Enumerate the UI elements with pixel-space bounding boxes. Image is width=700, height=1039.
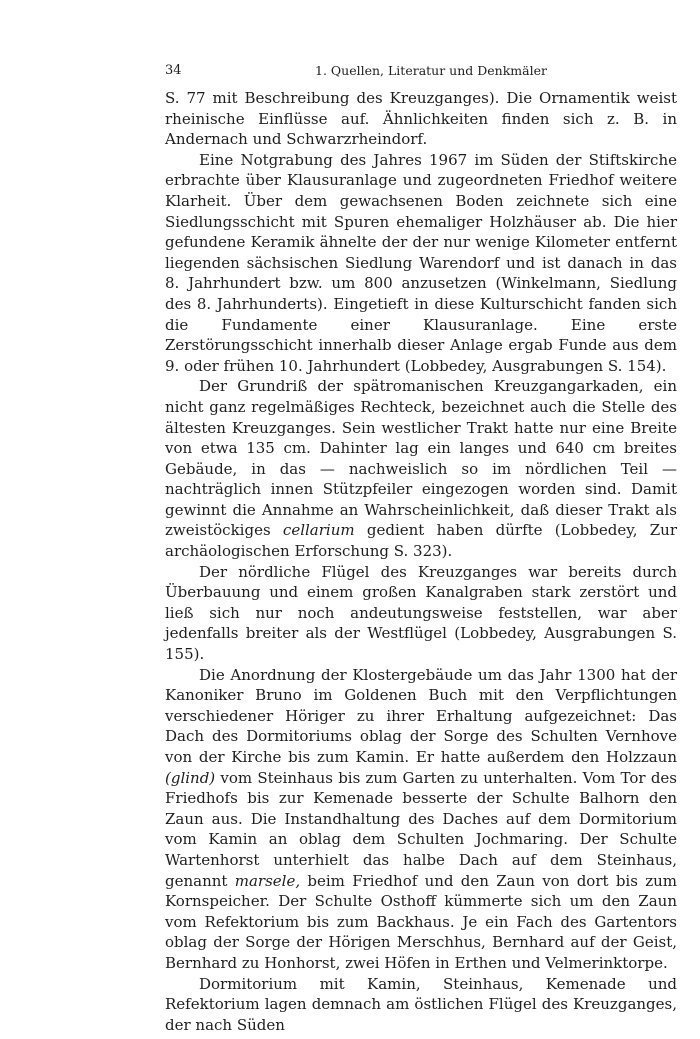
running-head: 1. Quellen, Literatur und Denkmäler xyxy=(315,63,547,78)
italic-term: cellarium xyxy=(282,521,355,540)
paragraph: Eine Notgrabung des Jahres 1967 im Süden der Stiftskirche erbrachte über Klausuranlage und zugeordneten Friedhof weitere Klarheit. Über dem gewachsenen Boden zeichnete sich eine Siedlungsschicht mit Spuren ehemaliger Holzhäuser ab. Die hier gefundene Keramik ähnelte der der nur wenige Kilometer entfernt liegenden sächsischen Siedlung Warendorf und ist danach in das 8. Jahrhundert bzw. um 800 anzusetzen (Winkelmann, Siedlung des 8. Jahrhunderts). Eingetieft in diese Kulturschicht fanden sich die Fundamente einer Klausuranlage. Eine erste Zerstörungsschicht innerhalb dieser Anlage ergab Funde aus dem 9. oder frühen 10. Jahrhundert (Lobbedey, Ausgrabungen S. 154). xyxy=(165,150,677,375)
paragraph: Die Anordnung der Klostergebäude um das Jahr 1300 hat der Kanoniker Bruno im Goldenen Buch mit den Verpflichtungen verschiedener Höriger zu ihrer Erhaltung aufgezeichnet: Das Dach des Dormitoriums oblag der Sorge des Schulten Vernhove von der Kirche bis zum Kamin. Er hatte außerdem den Holzzaun (glind) vom Steinhaus bis zum Garten zu unterhalten. Vom Tor des Friedhofs bis zur Kemenade besserte der Schulte Balhorn den Zaun aus. Die Instandhaltung des Daches auf dem Dormitorium vom Kamin an oblag dem Schulten Jochmaring. Der Schulte Wartenhorst unterhielt das halbe Dach auf dem Steinhaus, genannt marsele, beim Friedhof und den Zaun von dort bis zum Kornspeicher. Der Schulte Osthoff kümmerte sich um den Zaun vom Refektorium bis zum Backhaus. Je ein Fach des Gartentors oblag der Sorge der Hörigen Merschhus, Bernhard auf der Geist, Bernhard zu Honhorst, zwei Höfen in Erthen und Velmerinktorpe. xyxy=(165,665,678,972)
book-page xyxy=(165,62,677,1035)
paragraph: S. 77 mit Beschreibung des Kreuzganges). Die Ornamentik weist rheinische Einflüsse auf. Ähnlichkeiten finden sich z. B. in Andernach und Schwarzrheindorf. xyxy=(165,89,677,149)
paragraph: Der nördliche Flügel des Kreuzganges war bereits durch Überbauung und einem großen Kanalgraben stark zerstört und ließ sich nur noch andeutungsweise feststellen, war aber jedenfalls breiter als der Westflügel (Lobbedey, Ausgrabungen S. 155). xyxy=(165,562,677,664)
page-number: 34 xyxy=(165,63,182,78)
paragraph: Dormitorium mit Kamin, Steinhaus, Kemenade und Refektorium lagen demnach am östlichen Flügel des Kreuzganges, der nach Süden xyxy=(165,974,677,1034)
italic-term: (glind) xyxy=(165,768,216,787)
italic-term: marsele, xyxy=(234,871,301,890)
page-header xyxy=(165,62,677,88)
body-text xyxy=(165,88,677,1035)
paragraph: Der Grundriß der spätromanischen Kreuzgangarkaden, ein nicht ganz regelmäßiges Rechteck, bezeichnet auch die Stelle des ältesten Kreuzganges. Sein westlicher Trakt hatte nur eine Breite von etwa 135 cm. Dahinter lag ein langes und 640 cm breites Gebäude, in das — nachweislich so im nördlichen Teil — nachträglich innen Stützpfeiler eingezogen worden sind. Damit gewinnt die Annahme an Wahrscheinlichkeit, daß dieser Trakt als zweistöckiges cellarium gedient haben dürfte (Lobbedey, Zur archäologischen Erforschung S. 323). xyxy=(165,377,677,561)
